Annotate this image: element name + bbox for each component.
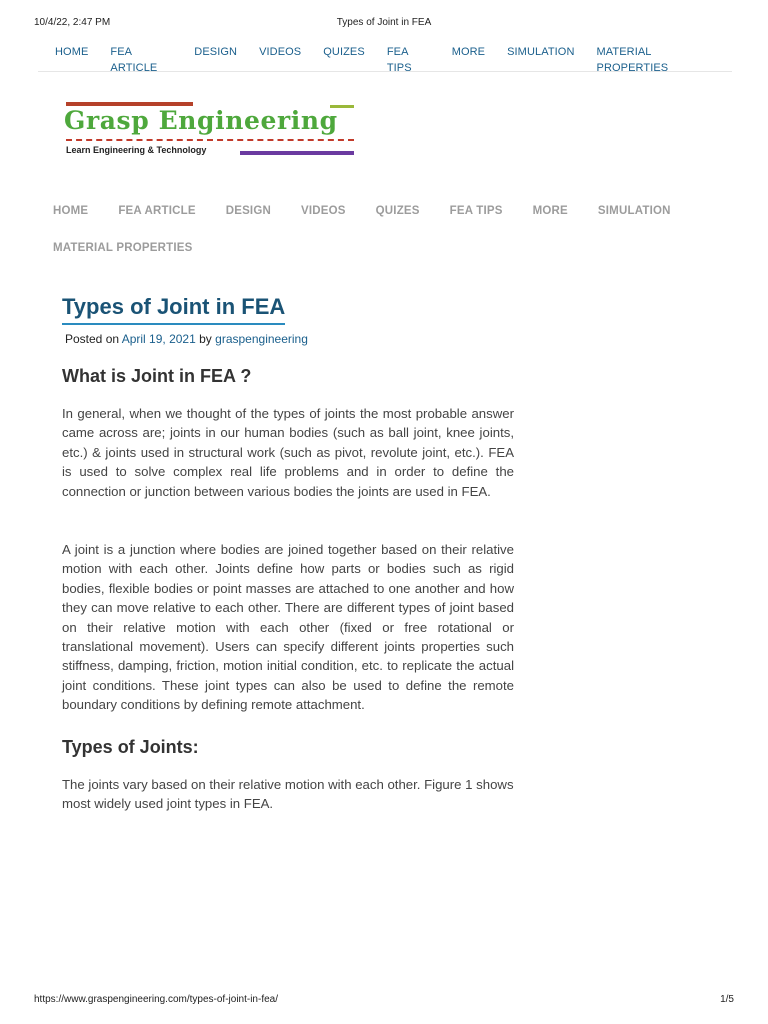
main-nav-fea-tips[interactable]: FEA TIPS bbox=[449, 205, 503, 217]
print-footer bbox=[34, 994, 734, 1005]
main-nav-simulation[interactable]: SIMULATION bbox=[597, 205, 671, 217]
top-nav-design[interactable]: DESIGN bbox=[194, 46, 238, 58]
paragraph-3: The joints vary based on their relative motion with each other. Figure 1 shows most widely used joint types in FEA. bbox=[62, 777, 514, 812]
main-nav-row-2 bbox=[53, 240, 733, 256]
top-nav-quizes[interactable]: QUIZES bbox=[323, 46, 365, 58]
post-title[interactable]: Types of Joint in FEA bbox=[62, 294, 285, 325]
top-nav-more[interactable]: MORE bbox=[451, 46, 486, 58]
paragraph-1: In general, when we thought of the types of joints the most probable answer came across are; joints in our human bodies (such as ball joint, knee joints, etc.) & joints used in structural work (such as pivot, revolute joint, etc.). FEA is used to solve complex real life problems and in order to define the connection or junction between various bodies the joints are used in FEA. bbox=[62, 406, 514, 499]
print-date: 10/4/22, 2:47 PM bbox=[34, 17, 111, 28]
main-nav bbox=[53, 203, 733, 277]
main-nav-home[interactable]: HOME bbox=[53, 205, 89, 217]
top-nav-videos[interactable]: VIDEOS bbox=[259, 46, 302, 58]
by-label: by bbox=[199, 332, 212, 346]
heading-what-is-joint: What is Joint in FEA ? bbox=[62, 366, 252, 386]
page-url: https://www.graspengineering.com/types-of-joint-in-fea/ bbox=[34, 994, 279, 1005]
print-title: Types of Joint in FEA bbox=[336, 17, 432, 28]
paragraph-2: A joint is a junction where bodies are joined together based on their relative motion with each other. Joints define how parts or bodies such as rigid bodies, flexible bodies or point masses are attached to one another and how they can move relative to each other. There are different types of joint based on their relative motion with each other (fixed or free rotational or translational movement). Users can specify different joints properties such stiffness, damping, friction, motion initial condition, etc. to replicate the actual joint conditions. These joint types can also be used to define the remote boundary conditions by defining remote attachment. bbox=[62, 542, 514, 713]
post-author-link[interactable]: graspengineering bbox=[215, 332, 308, 346]
top-nav-material-properties[interactable]: MATERIAL PROPERTIES bbox=[596, 46, 669, 74]
main-nav-material-properties[interactable]: MATERIAL PROPERTIES bbox=[53, 242, 193, 254]
logo-tagline: Learn Engineering & Technology bbox=[66, 145, 207, 155]
main-nav-more[interactable]: MORE bbox=[532, 205, 568, 217]
print-header bbox=[34, 17, 734, 31]
page-number: 1/5 bbox=[720, 994, 734, 1005]
top-nav bbox=[38, 44, 732, 72]
logo-name: Grasp Engineering bbox=[64, 106, 338, 135]
post-date-link[interactable]: April 19, 2021 bbox=[121, 332, 196, 346]
main-nav-videos[interactable]: VIDEOS bbox=[300, 205, 346, 217]
posted-on-label: Posted on bbox=[65, 332, 120, 346]
top-nav-fea-tips[interactable]: FEA TIPS bbox=[386, 46, 412, 74]
main-nav-design[interactable]: DESIGN bbox=[225, 205, 271, 217]
site-logo[interactable] bbox=[64, 102, 360, 160]
main-nav-row-1 bbox=[53, 203, 733, 219]
top-nav-fea-article[interactable]: FEA ARTICLE bbox=[110, 46, 158, 74]
post-meta bbox=[65, 332, 308, 346]
main-nav-quizes[interactable]: QUIZES bbox=[375, 205, 420, 217]
main-nav-fea-article[interactable]: FEA ARTICLE bbox=[118, 205, 196, 217]
heading-types-of-joints: Types of Joints: bbox=[62, 737, 199, 757]
top-nav-simulation[interactable]: SIMULATION bbox=[507, 46, 575, 58]
logo-dashed-line bbox=[66, 139, 354, 141]
top-nav-home[interactable]: HOME bbox=[55, 46, 89, 58]
logo-bar-purple bbox=[240, 151, 354, 155]
